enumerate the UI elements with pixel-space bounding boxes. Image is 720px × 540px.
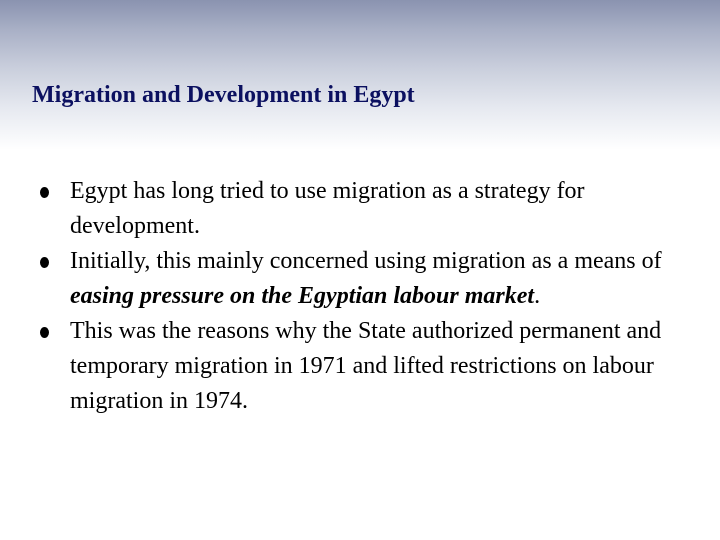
bullet-item	[40, 174, 690, 244]
bullet-list	[40, 174, 690, 419]
bullet-item	[40, 314, 690, 419]
slide-title: Migration and Development in Egypt	[32, 82, 415, 108]
bullet-item	[40, 244, 690, 314]
bullet-text-end: .	[534, 283, 541, 309]
bullet-text: This was the reasons why the State authorized permanent and temporary migration in 1971 and lifted restrictions on labour migration in 1974.	[70, 318, 662, 414]
bullet-icon	[40, 257, 49, 268]
bullet-icon	[40, 187, 49, 198]
bullet-icon	[40, 327, 49, 338]
bullet-text-intro: Initially, this mainly concerned using migration as a means of	[70, 248, 662, 274]
bullet-text: Egypt has long tried to use migration as a strategy for development.	[70, 178, 585, 239]
bullet-text-emphasis: easing pressure on the Egyptian labour market	[70, 283, 535, 309]
header-gradient-band	[0, 0, 720, 150]
